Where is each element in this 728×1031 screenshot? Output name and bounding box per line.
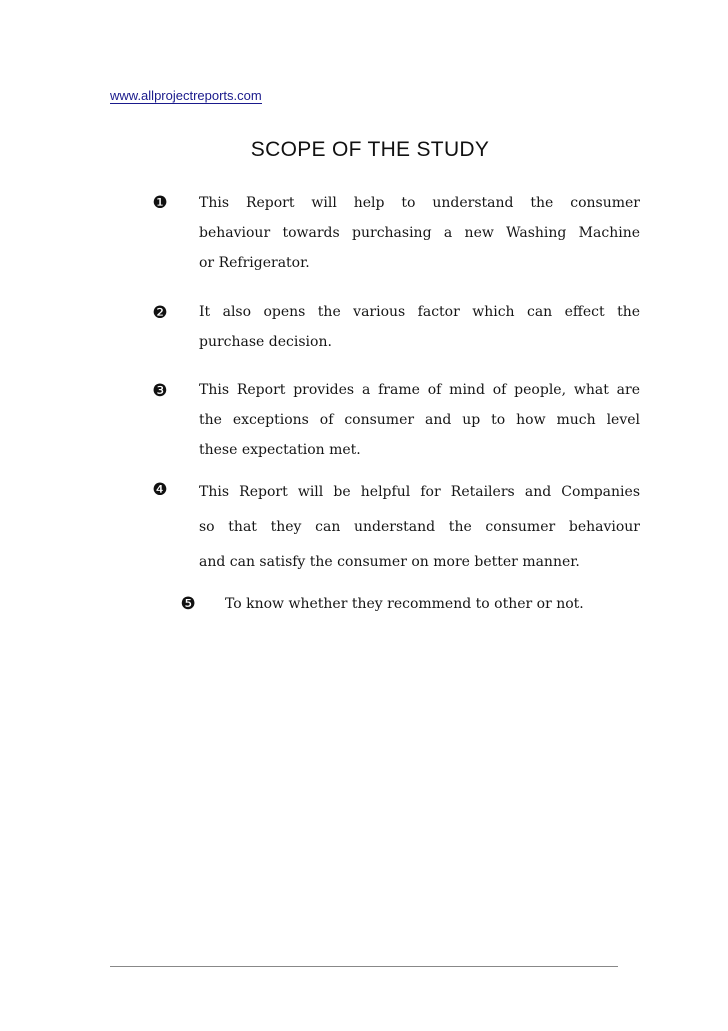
text-line: To know whether they recommend to other or not. xyxy=(225,596,584,612)
text-line: This Report will help to understand the consumer xyxy=(199,195,640,211)
bullet-three-icon: ❸ xyxy=(152,381,168,401)
footer-divider xyxy=(110,966,618,967)
text-line: and can satisfy the consumer on more better manner. xyxy=(199,554,580,570)
bullet-two-icon: ❷ xyxy=(152,303,168,323)
site-link[interactable]: www.allprojectreports.com xyxy=(110,88,262,103)
text-line: the exceptions of consumer and up to how much level xyxy=(199,412,640,428)
text-line: This Report provides a frame of mind of people, what are xyxy=(199,382,640,398)
list-item-text xyxy=(199,188,640,278)
bullet-one-icon: ❶ xyxy=(152,193,168,213)
bullet-four-icon: ❹ xyxy=(152,480,168,500)
text-line: This Report will be helpful for Retailers and Companies xyxy=(199,484,640,500)
text-line: these expectation met. xyxy=(199,442,361,458)
text-line: so that they can understand the consumer behaviour xyxy=(199,519,640,535)
list-item-text xyxy=(225,589,645,619)
text-line: behaviour towards purchasing a new Washing Machine xyxy=(199,225,640,241)
text-line: or Refrigerator. xyxy=(199,255,310,271)
list-item-text xyxy=(199,297,640,357)
text-line: It also opens the various factor which can effect the xyxy=(199,304,640,320)
text-line: purchase decision. xyxy=(199,334,332,350)
list-item-text xyxy=(199,375,640,465)
list-item-text xyxy=(199,475,640,580)
bullet-five-icon: ❺ xyxy=(180,594,196,614)
page-title: SCOPE OF THE STUDY xyxy=(250,138,490,161)
